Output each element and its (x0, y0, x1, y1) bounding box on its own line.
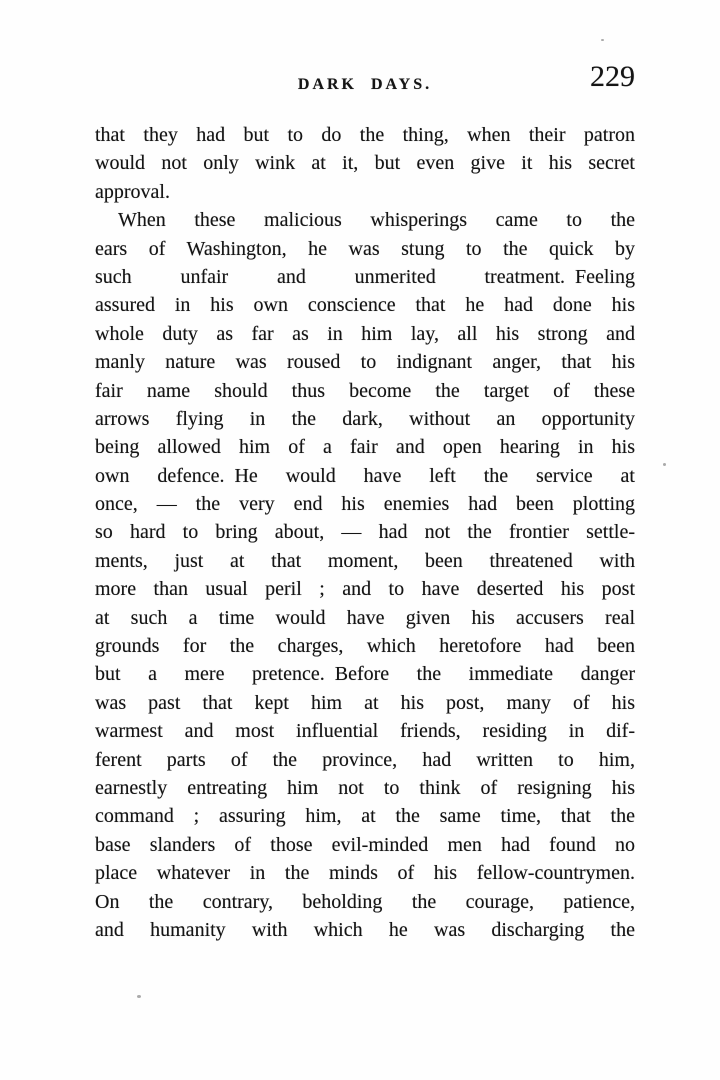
text-line: fair name should thus become the target of these (95, 379, 635, 402)
scan-speck (601, 39, 604, 41)
text-line: When these malicious whisperings came to the (118, 209, 635, 232)
page-number: 229 (590, 60, 635, 93)
text-line: approval. (95, 180, 170, 203)
text-line: earnestly entreating him not to think of resigning his (95, 776, 635, 799)
text-line: whole duty as far as in him lay, all his strong and (95, 322, 635, 345)
text-line: arrows flying in the dark, without an opportunity (95, 407, 635, 430)
text-line: command ; assuring him, at the same time, that the (95, 805, 635, 828)
text-line: once, — the very end his enemies had been plotting (95, 493, 635, 516)
text-line: On the contrary, beholding the courage, patience, (95, 890, 635, 913)
text-line: ments, just at that moment, been threatened with (95, 549, 635, 572)
text-line: assured in his own conscience that he had done his (95, 294, 635, 317)
page-header (95, 0, 635, 110)
text-line: own defence. He would have left the service at (95, 464, 635, 487)
text-line: grounds for the charges, which heretofore had been (95, 635, 635, 658)
text-line: so hard to bring about, — had not the frontier settle- (95, 521, 635, 544)
text-line: being allowed him of a fair and open hearing in his (95, 436, 635, 459)
body-text (95, 121, 635, 944)
text-line: was past that kept him at his post, many of his (95, 691, 635, 714)
scan-speck (663, 463, 666, 466)
text-line: would not only wink at it, but even give it his secret (95, 152, 635, 175)
text-line: that they had but to do the thing, when their patron (95, 124, 635, 146)
text-line: ears of Washington, he was stung to the quick by (95, 237, 635, 260)
text-line: place whatever in the minds of his fellow-countrymen. (95, 862, 635, 885)
text-line: such unfair and unmerited treatment. Feeling (95, 265, 635, 288)
text-line: manly nature was roused to indignant anger, that his (95, 351, 635, 374)
scan-speck (137, 995, 141, 998)
text-line: more than usual peril ; and to have deserted his post (95, 578, 635, 601)
text-line: warmest and most influential friends, residing in dif- (95, 720, 635, 743)
text-line: base slanders of those evil-minded men had found no (95, 833, 635, 856)
text-line: but a mere pretence. Before the immediate danger (95, 663, 635, 686)
text-line: ferent parts of the province, had written to him, (95, 748, 635, 771)
text-line: and humanity with which he was discharging the (95, 918, 635, 941)
running-header-title: DARK DAYS. (297, 76, 433, 93)
text-line: at such a time would have given his accusers real (95, 606, 635, 629)
